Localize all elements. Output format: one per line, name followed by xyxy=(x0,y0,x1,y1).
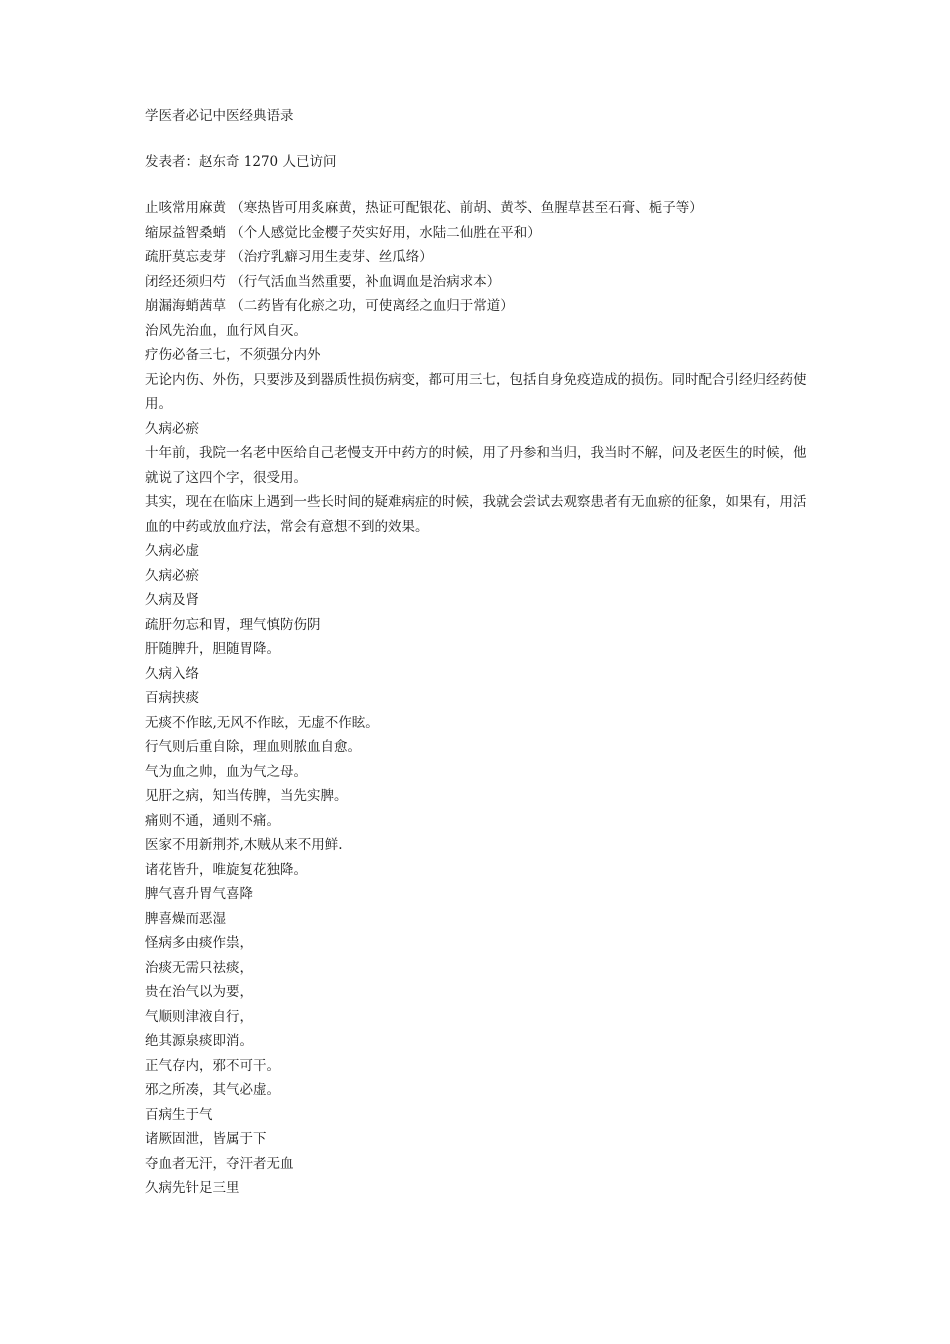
body-line: 崩漏海蛸茜草 （二药皆有化瘀之功，可使离经之血归于常道） xyxy=(145,298,514,314)
body-line: 气为血之帅，血为气之母。 xyxy=(145,763,307,780)
document-body xyxy=(145,196,810,1201)
body-line: 百病生于气 xyxy=(145,1106,213,1123)
body-line: 治风先治血，血行风自灭。 xyxy=(145,322,307,339)
body-line: 脾气喜升胃气喜降 xyxy=(145,886,253,902)
body-line: 诸厥固泄，皆属于下 xyxy=(145,1131,267,1147)
body-line: 正气存内，邪不可干。 xyxy=(145,1057,280,1074)
document-page xyxy=(145,104,810,1201)
body-line: 疗伤必备三七，不须强分内外 xyxy=(145,347,321,363)
body-line: 久病必虚 xyxy=(145,543,199,559)
body-line: 行气则后重自除，理血则脓血自愈。 xyxy=(145,739,361,755)
body-line: 贵在治气以为要， xyxy=(145,984,253,1000)
body-line: 止咳常用麻黄 （寒热皆可用炙麻黄，热证可配银花、前胡、黄芩、鱼腥草甚至石膏、栀子等） xyxy=(145,200,703,216)
body-line: 怪病多由痰作祟， xyxy=(145,935,253,951)
body-line: 久病必瘀 xyxy=(145,420,199,437)
body-line: 闭经还须归芍 （行气活血当然重要，补血调血是治病求本） xyxy=(145,273,501,290)
body-line: 疏肝莫忘麦芽 （治疗乳癖习用生麦芽、丝瓜络） xyxy=(145,249,433,265)
body-line: 百病挟痰 xyxy=(145,690,199,706)
body-line: 无痰不作眩,无风不作眩，无虚不作眩。 xyxy=(145,714,379,731)
body-line: 久病入络 xyxy=(145,665,199,682)
document-title: 学医者必记中医经典语录 xyxy=(145,108,294,124)
author-meta: 发表者：赵东奇 1270 人已访问 xyxy=(145,154,337,170)
body-line: 治痰无需只祛痰， xyxy=(145,959,253,976)
body-line: 气顺则津液自行， xyxy=(145,1008,253,1025)
body-line: 邪之所凑，其气必虚。 xyxy=(145,1082,280,1098)
body-line: 夺血者无汗，夺汗者无血 xyxy=(145,1155,294,1172)
body-line: 诸花皆升，唯旋复花独降。 xyxy=(145,861,307,878)
body-line: 脾喜燥而恶湿 xyxy=(145,910,226,927)
body-line: 肝随脾升，胆随胃降。 xyxy=(145,641,280,657)
body-line: 久病必瘀 xyxy=(145,567,199,584)
body-line: 缩尿益智桑蛸 （个人感觉比金樱子芡实好用，水陆二仙胜在平和） xyxy=(145,224,541,241)
body-paragraph: 其实，现在在临床上遇到一些长时间的疑难病症的时候，我就会尝试去观察患者有无血瘀的征象，如果有，用活血的中药或放血疗法，常会有意想不到的效果。 xyxy=(145,494,807,535)
body-paragraph: 十年前，我院一名老中医给自己老慢支开中药方的时候，用了丹参和当归，我当时不解，问及老医生的时候，他就说了这四个字，很受用。 xyxy=(145,445,807,486)
body-line: 疏肝勿忘和胃，理气慎防伤阴 xyxy=(145,616,321,633)
body-paragraph: 无论内伤、外伤，只要涉及到器质性损伤病变，都可用三七，包括自身免疫造成的损伤。同时配合引经归经药使用。 xyxy=(145,371,807,412)
body-line: 久病及肾 xyxy=(145,592,199,608)
body-line: 绝其源泉痰即消。 xyxy=(145,1033,253,1049)
body-line: 医家不用新荆芥,木贼从来不用鲜. xyxy=(145,837,343,853)
body-line: 痛则不通，通则不痛。 xyxy=(145,812,280,829)
body-line: 见肝之病，知当传脾，当先实脾。 xyxy=(145,788,348,804)
body-line: 久病先针足三里 xyxy=(145,1180,240,1196)
